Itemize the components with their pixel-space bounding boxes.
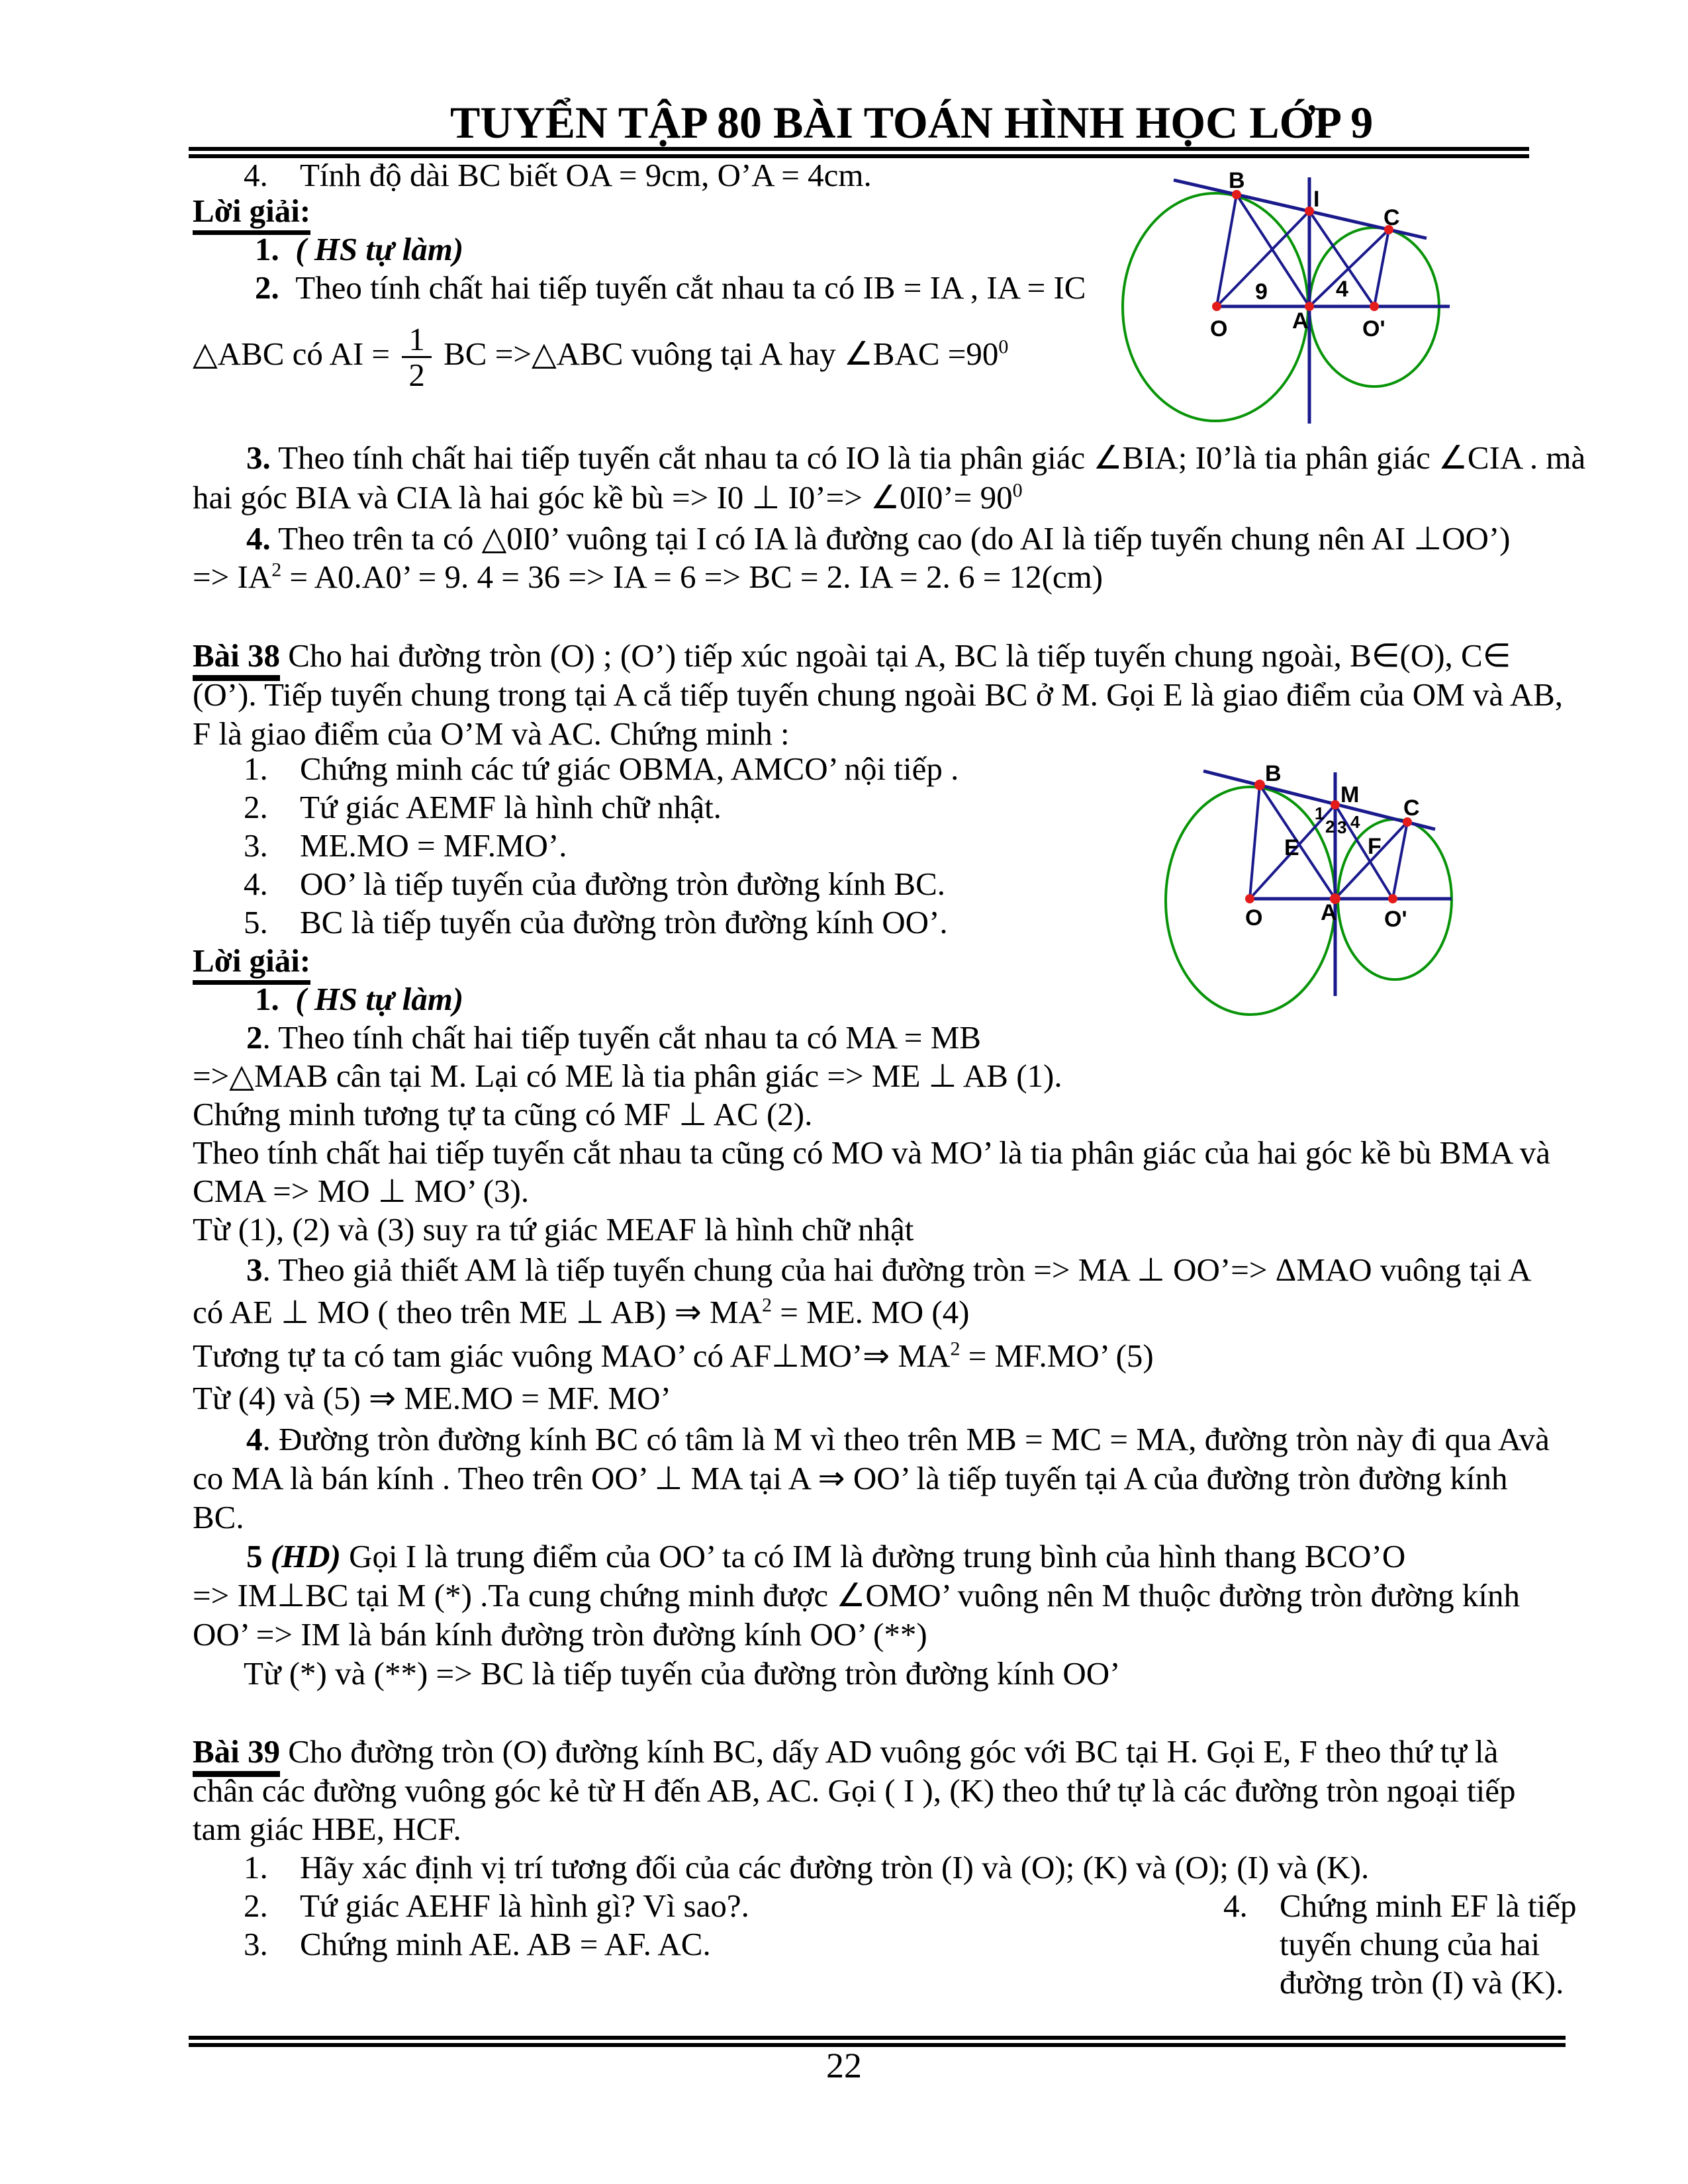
text-line: chân các đường vuông góc kẻ từ H đến AB, AC. Gọi ( I ), (K) theo thứ tự là các đường tròn ngoại tiếp: [193, 1772, 1516, 1809]
item-number: 1.: [255, 981, 279, 1017]
solution-heading: Lời giải:: [193, 942, 310, 980]
label-distance-9: 9: [1255, 279, 1268, 304]
item-text: = ME. MO (4): [772, 1294, 970, 1330]
text-line: Từ (1), (2) và (3) suy ra tứ giác MEAF là hình chữ nhật: [193, 1211, 914, 1248]
problem-heading: [193, 637, 1511, 675]
label-angle-3: 3: [1337, 817, 1347, 837]
problem-heading: [193, 1733, 1498, 1771]
text-line: [193, 1887, 749, 1925]
label-C: C: [1403, 796, 1420, 821]
point-I: [1305, 206, 1314, 216]
text-line: [193, 1537, 1405, 1576]
problem-label: Bài 39: [193, 1733, 280, 1777]
point-O: [1212, 302, 1221, 311]
text-line: [193, 439, 1585, 477]
superscript: 0: [1012, 479, 1023, 502]
item-text: => IA: [193, 559, 272, 595]
text-line: [193, 1337, 1154, 1375]
item-number: 4.: [244, 866, 268, 902]
item-text: hai góc BIA và CIA là hai góc kề bù => I0 ⊥ I0’=> ∠0I0’= 90: [193, 479, 1013, 516]
item-text: Theo tính chất hai tiếp tuyến cắt nhau ta có IO là tia phân giác ∠BIA; I0’là tia phân giác ∠CIA . mà: [270, 439, 1586, 476]
text-line: BC.: [193, 1499, 244, 1535]
text-line: [193, 788, 722, 827]
text-line: =>△MAB cân tại M. Lại có ME là tia phân giác => ME ⊥ AB (1).: [193, 1058, 1062, 1094]
item-number: 1.: [255, 231, 279, 267]
point-O: [1245, 894, 1254, 903]
text-line: [193, 750, 959, 788]
text-line: [193, 827, 567, 865]
label-angle-2: 2: [1325, 817, 1335, 837]
item-text: = A0.A0’ = 9. 4 = 36 => IA = 6 => BC = 2. IA = 2. 6 = 12(cm): [281, 559, 1103, 595]
segment-AB: [1237, 195, 1309, 306]
label-B: B: [1229, 168, 1245, 193]
text-line: [193, 1019, 981, 1057]
text-line: Theo tính chất hai tiếp tuyến cắt nhau ta cũng có MO và MO’ là tia phân giác của hai góc kề bù BMA và: [193, 1134, 1551, 1171]
item-text: Tứ giác AEHF là hình gì? Vì sao?.: [300, 1888, 749, 1924]
superscript: 0: [998, 336, 1009, 358]
text-line: Từ (*) và (**) => BC là tiếp tuyến của đường tròn đường kính OO’: [244, 1655, 1121, 1692]
item-text: ( HS tự làm): [295, 231, 464, 267]
text-line: [193, 903, 948, 942]
item-text: Chứng minh EF là tiếp: [1280, 1888, 1577, 1924]
item-number: 2.: [244, 789, 268, 825]
label-B: B: [1265, 761, 1282, 786]
item-number: 2.: [244, 1888, 268, 1924]
equation-post: BC =>△ABC vuông tại A hay ∠BAC =90: [435, 336, 999, 372]
item-number: 3.: [244, 1926, 268, 1962]
item-text: . Theo tính chất hai tiếp tuyến cắt nhau ta có MA = MB: [262, 1019, 981, 1056]
text-line: [193, 478, 1023, 517]
segment-OB: [1250, 785, 1260, 899]
label-O-prime: O': [1384, 907, 1407, 932]
superscript: 2: [950, 1338, 961, 1360]
text-line: đường tròn (I) và (K).: [1280, 1964, 1564, 2001]
item-number: 1.: [244, 1849, 268, 1886]
item-text: Chứng minh AE. AB = AF. AC.: [300, 1926, 711, 1962]
label-M: M: [1340, 782, 1360, 807]
item-text: ( HS tự làm): [295, 981, 464, 1017]
item-number: 5.: [244, 904, 268, 940]
superscript: 2: [762, 1294, 772, 1316]
point-O-prime: [1370, 302, 1379, 311]
item-text: Gọi I là trung điểm của OO’ ta có IM là đường trung bình của hình thang BCO’O: [340, 1538, 1406, 1574]
text-line: [193, 1420, 1550, 1459]
problem-intro: Cho đường tròn (O) đường kính BC, dấy AD vuông góc với BC tại H. Gọi E, F theo thứ tự là: [280, 1733, 1499, 1770]
text-line: [1223, 1887, 1577, 1925]
fraction-numerator: 1: [408, 320, 425, 357]
label-distance-4: 4: [1336, 277, 1348, 302]
item-text: Tương tự ta có tam giác vuông MAO’ có AF⊥MO’⇒ MA: [193, 1338, 951, 1374]
label-E: E: [1284, 835, 1299, 860]
item-number: 2.: [255, 269, 279, 306]
text-line: tam giác HBE, HCF.: [193, 1811, 461, 1847]
label-angle-4: 4: [1350, 812, 1360, 832]
item-text: Tính độ dài BC biết OA = 9cm, O’A = 4cm.: [300, 157, 872, 193]
item-number: 3: [246, 1251, 263, 1288]
diagram-bai38: [1162, 761, 1460, 1019]
text-line: [193, 230, 463, 269]
item-number: 4.: [1223, 1888, 1248, 1924]
item-text: Chứng minh các tứ giác OBMA, AMCO’ nội tiếp .: [300, 751, 959, 787]
text-line: [193, 980, 463, 1019]
text-line: => IM⊥BC tại M (*) .Ta cung chứng minh được ∠OMO’ vuông nên M thuộc đường tròn đường kính: [193, 1577, 1521, 1614]
item-text: Hãy xác định vị trí tương đối của các đường tròn (I) và (O); (K) và (O); (I) và (K).: [300, 1849, 1370, 1886]
label-A: A: [1292, 308, 1309, 334]
item-number: 1.: [244, 751, 268, 787]
text-line: [193, 558, 1103, 596]
text-line: [193, 520, 1511, 558]
problem-label: Bài 38: [193, 637, 280, 681]
item-number: 3.: [244, 827, 268, 864]
diagram-bai38-svg: [1162, 761, 1460, 1019]
item-text: . Theo giả thiết AM là tiếp tuyến chung của hai đường tròn => MA ⊥ OO’=> ΔMAO vuông tại A: [262, 1251, 1532, 1288]
text-line: [193, 156, 872, 195]
point-B: [1254, 780, 1265, 790]
item-text: Tứ giác AEMF là hình chữ nhật.: [300, 789, 722, 825]
text-line: Chứng minh tương tự ta cũng có MF ⊥ AC (2).: [193, 1096, 813, 1132]
solution-heading: Lời giải:: [193, 192, 310, 230]
text-line: [193, 1251, 1532, 1289]
item-number: 4.: [246, 520, 271, 557]
superscript: 2: [271, 559, 282, 581]
text-line: F là giao điểm của O’M và AC. Chứng minh :: [193, 715, 790, 752]
page-number: 22: [826, 2046, 862, 2085]
item-text: = MF.MO’ (5): [960, 1338, 1154, 1374]
item-text: Theo tính chất hai tiếp tuyến cắt nhau ta có IB = IA , IA = IC: [295, 269, 1086, 306]
point-M: [1331, 800, 1340, 809]
fraction: [402, 322, 432, 392]
point-O-prime: [1388, 894, 1397, 903]
label-O: O: [1245, 905, 1263, 931]
label-C: C: [1383, 205, 1400, 230]
item-text: ME.MO = MF.MO’.: [300, 827, 567, 864]
item-number: 2: [246, 1019, 263, 1056]
label-O: O: [1210, 316, 1228, 341]
text-line: Từ (4) và (5) ⇒ ME.MO = MF. MO’: [193, 1380, 671, 1416]
item-number: 5: [246, 1538, 263, 1574]
item-text: OO’ là tiếp tuyến của đường tròn đường kính BC.: [300, 866, 945, 902]
fraction-denominator: 2: [402, 356, 432, 392]
item-text: BC là tiếp tuyến của đường tròn đường kính OO’.: [300, 904, 948, 940]
text-line: [193, 1925, 711, 1964]
text-line: [193, 865, 945, 903]
item-text: Theo trên ta có △0I0’ vuông tại I có IA là đường cao (do AI là tiếp tuyến chung nên AI ⊥OO’): [270, 520, 1511, 557]
hd-tag: (HD): [262, 1538, 341, 1574]
label-F: F: [1368, 834, 1382, 859]
problem-intro: Cho hai đường tròn (O) ; (O’) tiếp xúc ngoài tại A, BC là tiếp tuyến chung ngoài, B∈(O), C∈: [280, 637, 1511, 674]
text-line: tuyến chung của hai: [1280, 1926, 1540, 1962]
label-I: I: [1313, 187, 1320, 212]
diagram-bai37: [1112, 165, 1549, 430]
diagram-bai37-svg: [1112, 165, 1549, 430]
text-line: [193, 1848, 1369, 1887]
item-text: có AE ⊥ MO ( theo trên ME ⊥ AB) ⇒ MA: [193, 1294, 762, 1330]
item-number: 4: [246, 1421, 263, 1457]
label-A: A: [1321, 900, 1337, 925]
text-line: (O’). Tiếp tuyến chung trong tại A cắ tiếp tuyến chung ngoài BC ở M. Gọi E là giao điểm của OM và AB,: [193, 676, 1564, 713]
equation-pre: △ABC có AI =: [193, 336, 399, 372]
item-text: . Đường tròn đường kính BC có tâm là M vì theo trên MB = MC = MA, đường tròn này đi qua Avà: [262, 1421, 1550, 1457]
label-angle-1: 1: [1315, 803, 1325, 823]
text-line: co MA là bán kính . Theo trên OO’ ⊥ MA tại A ⇒ OO’ là tiếp tuyến tại A của đường tròn đường kính: [193, 1460, 1508, 1496]
text-line: [193, 1293, 969, 1332]
item-number: 3.: [246, 439, 271, 476]
page-title: TUYỂN TẬP 80 BÀI TOÁN HÌNH HỌC LỚP 9: [450, 97, 1374, 148]
text-line: OO’ => IM là bán kính đường tròn đường kính OO’ (**): [193, 1616, 927, 1653]
item-number: 4.: [244, 157, 268, 193]
label-O-prime: O': [1362, 316, 1385, 341]
equation-line: [193, 299, 1008, 408]
text-line: CMA => MO ⊥ MO’ (3).: [193, 1173, 530, 1209]
